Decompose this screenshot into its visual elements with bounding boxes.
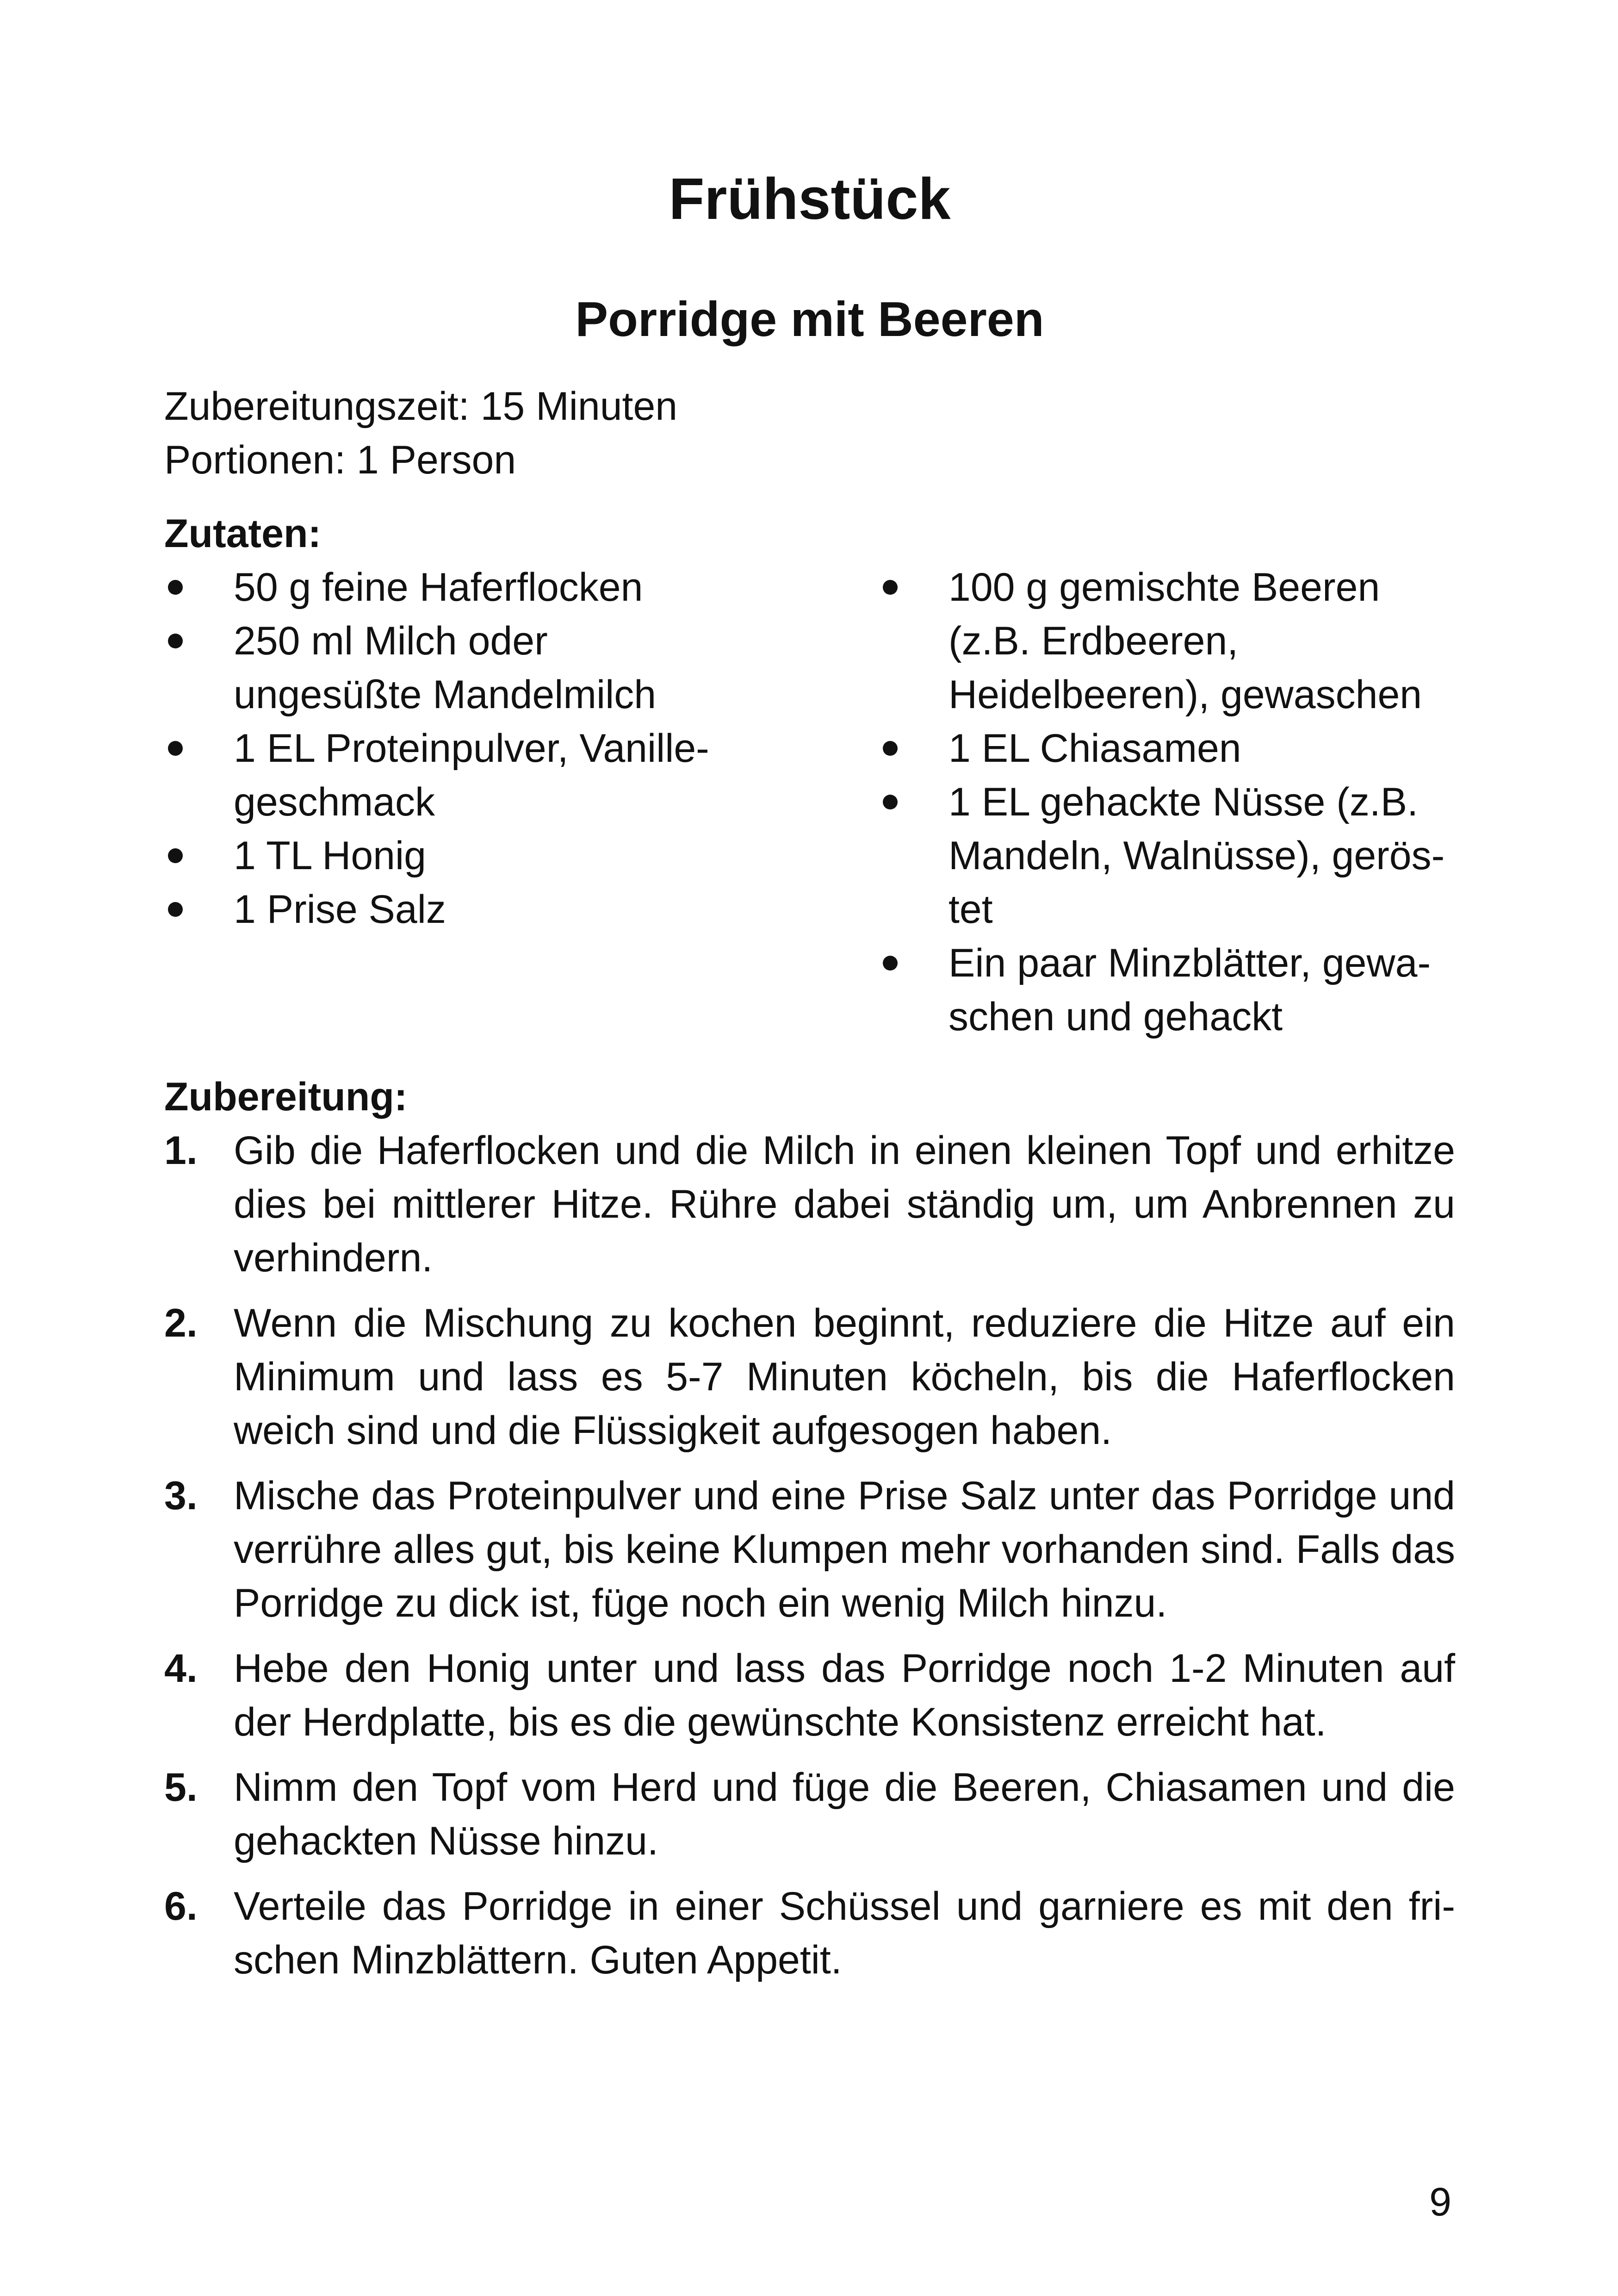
step-number: 3. [164, 1474, 198, 1518]
list-item [164, 722, 743, 829]
preparation-steps [164, 1124, 1455, 1998]
recipe-meta [164, 380, 677, 487]
ingredient-text: 250 ml Milch oder ungesüßte Mandelmilch [234, 619, 657, 717]
bullet-icon [168, 634, 183, 648]
servings: Portionen: 1 Person [164, 438, 516, 482]
list-item [164, 614, 743, 722]
chapter-title: Frühstück [669, 166, 951, 231]
step-text: Verteile das Porridge in einer Schüssel und garniere es mit den frischen Minzblättern. Guten Appetit. [234, 1884, 1455, 1982]
ingredient-text: 50 g feine Haferflocken [234, 565, 643, 610]
ingredient-text: Ein paar Minzblätter, gewaschen und gehackt [948, 941, 1431, 1039]
step-item [164, 1124, 1455, 1285]
step-item [164, 1879, 1455, 1987]
ingredient-text: 1 EL Chiasamen [948, 726, 1241, 771]
step-text: Gib die Haferflocken und die Milch in einen kleinen Topf und erhitze dies bei mittlerer Hitze. Rühre dabei ständig um, um Anbrennen zu verhindern. [234, 1128, 1455, 1280]
list-item [879, 936, 1455, 1044]
ingredient-text: 1 EL Proteinpulver, Vanillegeschmack [234, 726, 709, 824]
bullet-icon [168, 580, 183, 595]
step-number: 5. [164, 1765, 198, 1810]
ingredient-text: 1 EL gehackte Nüsse (z.B. Mandeln, Walnüsse), geröstet [948, 780, 1445, 932]
step-item [164, 1642, 1455, 1749]
step-item [164, 1469, 1455, 1630]
step-text: Hebe den Honig unter und lass das Porridge noch 1-2 Minuten auf der Herdplatte, bis es die gewünschte Konsistenz erreicht hat. [234, 1646, 1455, 1744]
bullet-icon [168, 848, 183, 863]
ingredient-text: 1 Prise Salz [234, 887, 446, 932]
ingredients-list-right [879, 560, 1455, 1044]
step-number: 4. [164, 1646, 198, 1691]
step-number: 2. [164, 1301, 198, 1345]
page-number: 9 [1429, 2180, 1451, 2224]
preparation-heading: Zubereitung: [164, 1075, 408, 1119]
ingredients-list-left [164, 560, 743, 936]
recipe-title: Porridge mit Beeren [575, 292, 1044, 347]
list-item [879, 560, 1455, 722]
list-item [164, 560, 743, 614]
list-item [164, 883, 743, 936]
step-number: 1. [164, 1128, 198, 1173]
list-item [879, 775, 1455, 936]
step-item [164, 1761, 1455, 1868]
step-text: Mische das Proteinpulver und eine Prise Salz unter das Porridge und verrühre alles gut, bis keine Klumpen mehr vorhanden sind. Falls das Porridge zu dick ist, füge noch ein wenig Milch hinzu. [234, 1474, 1455, 1625]
bullet-icon [168, 902, 183, 917]
bullet-icon [883, 795, 898, 809]
prep-time: Zubereitungszeit: 15 Minuten [164, 384, 678, 429]
step-text: Nimm den Topf vom Herd und füge die Beeren, Chiasamen und die gehackten Nüsse hinzu. [234, 1765, 1455, 1863]
bullet-icon [168, 741, 183, 756]
ingredients-heading: Zutaten: [164, 511, 322, 556]
list-item [879, 722, 1455, 775]
list-item [164, 829, 743, 883]
bullet-icon [883, 741, 898, 756]
step-text: Wenn die Mischung zu kochen beginnt, reduziere die Hitze auf ein Minimum und lass es 5-7 Minuten köcheln, bis die Haferflocken weich sind und die Flüssigkeit aufgesogen haben. [234, 1301, 1455, 1453]
bullet-icon [883, 580, 898, 595]
bullet-icon [883, 956, 898, 971]
step-number: 6. [164, 1884, 198, 1929]
ingredient-text: 100 g gemischte Beeren (z.B. Erdbeeren, Heidelbeeren), gewaschen [948, 565, 1422, 717]
step-item [164, 1296, 1455, 1457]
ingredient-text: 1 TL Honig [234, 834, 426, 878]
